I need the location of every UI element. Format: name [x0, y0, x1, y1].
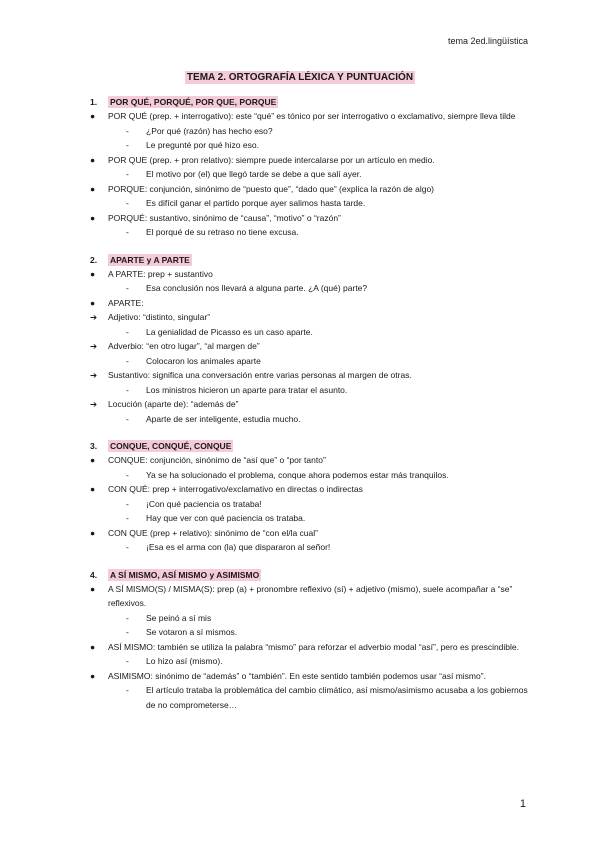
list-item: [88, 296, 538, 311]
list-item-text: CON QUÉ: prep + interrogativo/exclamativo en directas o indirectas: [108, 484, 363, 494]
dash-icon: -: [126, 169, 129, 179]
section-heading-text: A SÍ MISMO, ASÍ MISMO y ASIMISMO: [110, 569, 260, 580]
dash-icon: -: [126, 227, 129, 237]
example-text: El porqué de su retraso no tiene excusa.: [146, 227, 299, 237]
example-item: [88, 124, 538, 139]
example-item: [88, 468, 538, 483]
bullet-dot-icon: ●: [90, 455, 96, 465]
section: [88, 569, 538, 713]
example-item: [88, 540, 538, 555]
list-item-text: POR QUE (prep. + pron relativo): siempre puede intercalarse por un artículo en medio.: [108, 154, 435, 165]
dash-icon: -: [126, 542, 129, 552]
bullet-dot-icon: ●: [90, 111, 96, 121]
example-text: Es difícil ganar el partido porque ayer salimos hasta tarde.: [146, 198, 366, 208]
list-item: [88, 640, 538, 655]
example-item: [88, 412, 538, 427]
bullet-dot-icon: ●: [90, 268, 96, 279]
list-item: [88, 339, 538, 354]
bullet-dot-icon: ●: [90, 527, 96, 538]
example-item: [88, 225, 538, 240]
list-item-text: CON QUE (prep + relativo): sinónimo de “con el/la cual”: [108, 527, 318, 538]
list-item: [88, 310, 538, 325]
dash-icon: -: [126, 513, 129, 523]
bullet-dot-icon: ●: [90, 297, 96, 308]
example-text: Se votaron a sí mismos.: [146, 627, 238, 637]
example-item: [88, 683, 538, 712]
section-heading-text: POR QUÉ, PORQUÉ, POR QUE, PORQUE: [110, 97, 277, 107]
section-heading: [88, 254, 538, 267]
dash-icon: -: [126, 198, 129, 208]
dash-icon: -: [126, 140, 129, 150]
example-item: [88, 625, 538, 640]
arrow-right-icon: ➔: [90, 341, 98, 351]
example-text: Se peinó a sí mis: [146, 612, 212, 623]
example-text: Los ministros hicieron un aparte para tratar el asunto.: [146, 384, 348, 395]
list-item: [88, 482, 538, 497]
page-title: [0, 72, 600, 83]
list-item-text: POR QUÉ (prep. + interrogativo): este “qué” es tónico por ser interrogativo o exclamativo, siempre lleva tilde: [108, 111, 516, 121]
dash-icon: -: [126, 125, 129, 136]
document-body: [88, 96, 538, 726]
page-header: tema 2ed.lingüística: [447, 36, 528, 46]
dash-icon: -: [126, 656, 129, 666]
list-item: [88, 109, 538, 124]
example-item: [88, 325, 538, 340]
bullet-dot-icon: ●: [90, 212, 96, 223]
section-heading: [88, 96, 538, 109]
list-item-text: CONQUE: conjunción, sinónimo de “así que” o “por tanto”: [108, 455, 326, 465]
page-number: 1: [519, 798, 526, 810]
dash-icon: -: [126, 627, 129, 637]
section-heading-text: APARTE y A PARTE: [110, 254, 190, 265]
dash-icon: -: [126, 498, 129, 509]
section-number: 2.: [90, 254, 98, 265]
list-item: [88, 153, 538, 168]
bullet-dot-icon: ●: [90, 183, 96, 194]
example-text: Colocaron los animales aparte: [146, 355, 261, 366]
dash-icon: -: [126, 413, 129, 424]
list-item: [88, 368, 538, 383]
list-item-text: PORQUE: conjunción, sinónimo de “puesto que”, “dado que” (explica la razón de algo): [108, 183, 435, 194]
example-item: [88, 167, 538, 182]
example-item: [88, 511, 538, 526]
list-item: [88, 397, 538, 412]
list-item-text: Adverbio: “en otro lugar”, “al margen de”: [108, 341, 260, 351]
example-text: La genialidad de Picasso es un caso aparte.: [146, 326, 313, 337]
example-text: ¡Con qué paciencia os trataba!: [146, 498, 262, 509]
section-number: 1.: [90, 97, 98, 107]
example-item: [88, 196, 538, 211]
list-item-text: Adjetivo: “distinto, singular”: [108, 312, 211, 322]
example-text: El motivo por (el) que llegó tarde se debe a que salí ayer.: [146, 169, 362, 179]
example-text: ¿Por qué (razón) has hecho eso?: [146, 125, 273, 136]
section-number: 3.: [90, 441, 98, 451]
example-item: [88, 654, 538, 669]
dash-icon: -: [126, 283, 129, 293]
example-text: Le pregunté por qué hizo eso.: [146, 140, 259, 150]
list-item-text: PORQUÉ: sustantivo, sinónimo de “causa”, “motivo” o “razón”: [108, 212, 341, 223]
section: [88, 254, 538, 427]
list-item: [88, 211, 538, 226]
dash-icon: -: [126, 384, 129, 395]
dash-icon: -: [126, 685, 129, 695]
title-text: TEMA 2. ORTOGRAFÍA LÉXICA Y PUNTUACIÓN: [186, 72, 414, 83]
section-heading: [88, 440, 538, 453]
list-item-text: A SÍ MISMO(S) / MISMA(S): prep (a) + pronombre reflexivo (sí) + adjetivo (mismo), suele acompañar a “se” reflexivos.: [108, 583, 513, 608]
list-item: [88, 267, 538, 282]
example-text: ¡Esa es el arma con (la) que dispararon al señor!: [146, 542, 331, 552]
example-text: Esa conclusión nos llevará a alguna parte. ¿A (qué) parte?: [146, 283, 368, 293]
example-text: Lo hizo así (mismo).: [146, 656, 223, 666]
list-item-text: A PARTE: prep + sustantivo: [108, 268, 213, 279]
bullet-dot-icon: ●: [90, 583, 96, 594]
list-item: [88, 453, 538, 468]
example-text: El artículo trataba la problemática del cambio climático, así mismo/asimismo acusaba a los gobiernos de no comprometerse…: [146, 685, 528, 710]
example-item: [88, 383, 538, 398]
arrow-right-icon: ➔: [90, 399, 98, 409]
section-number: 4.: [90, 569, 98, 580]
arrow-right-icon: ➔: [90, 312, 98, 322]
section: [88, 96, 538, 240]
bullet-dot-icon: ●: [90, 641, 96, 652]
list-item-text: ASIMISMO: sinónimo de “además” o “también”. En este sentido también podemos usar “así mismo”.: [108, 670, 486, 681]
section: [88, 440, 538, 555]
list-item-text: Sustantivo: significa una conversación entre varias personas al margen de otras.: [108, 370, 412, 380]
section-heading: [88, 569, 538, 582]
list-item-text: ASÍ MISMO: también se utiliza la palabra “mismo” para reforzar el adverbio modal “así”, pero es prescindible.: [108, 641, 520, 652]
section-heading-text: CONQUE, CONQUÉ, CONQUE: [110, 441, 232, 451]
list-item-text: Locución (aparte de): “además de”: [108, 399, 239, 409]
example-item: [88, 281, 538, 296]
dash-icon: -: [126, 355, 129, 366]
example-text: Ya se ha solucionado el problema, conque ahora podemos estar más tranquilos.: [146, 469, 449, 480]
arrow-right-icon: ➔: [90, 370, 98, 380]
dash-icon: -: [126, 612, 129, 623]
list-item-text: APARTE:: [108, 297, 144, 308]
list-item: [88, 526, 538, 541]
bullet-dot-icon: ●: [90, 484, 96, 494]
example-item: [88, 138, 538, 153]
list-item: [88, 669, 538, 684]
example-item: [88, 354, 538, 369]
list-item: [88, 582, 538, 611]
example-text: Aparte de ser inteligente, estudia mucho.: [146, 413, 301, 424]
dash-icon: -: [126, 326, 129, 337]
dash-icon: -: [126, 469, 129, 480]
example-item: [88, 497, 538, 512]
bullet-dot-icon: ●: [90, 670, 96, 681]
list-item: [88, 182, 538, 197]
example-item: [88, 611, 538, 626]
example-text: Hay que ver con qué paciencia os trataba.: [146, 513, 306, 523]
bullet-dot-icon: ●: [90, 154, 96, 165]
